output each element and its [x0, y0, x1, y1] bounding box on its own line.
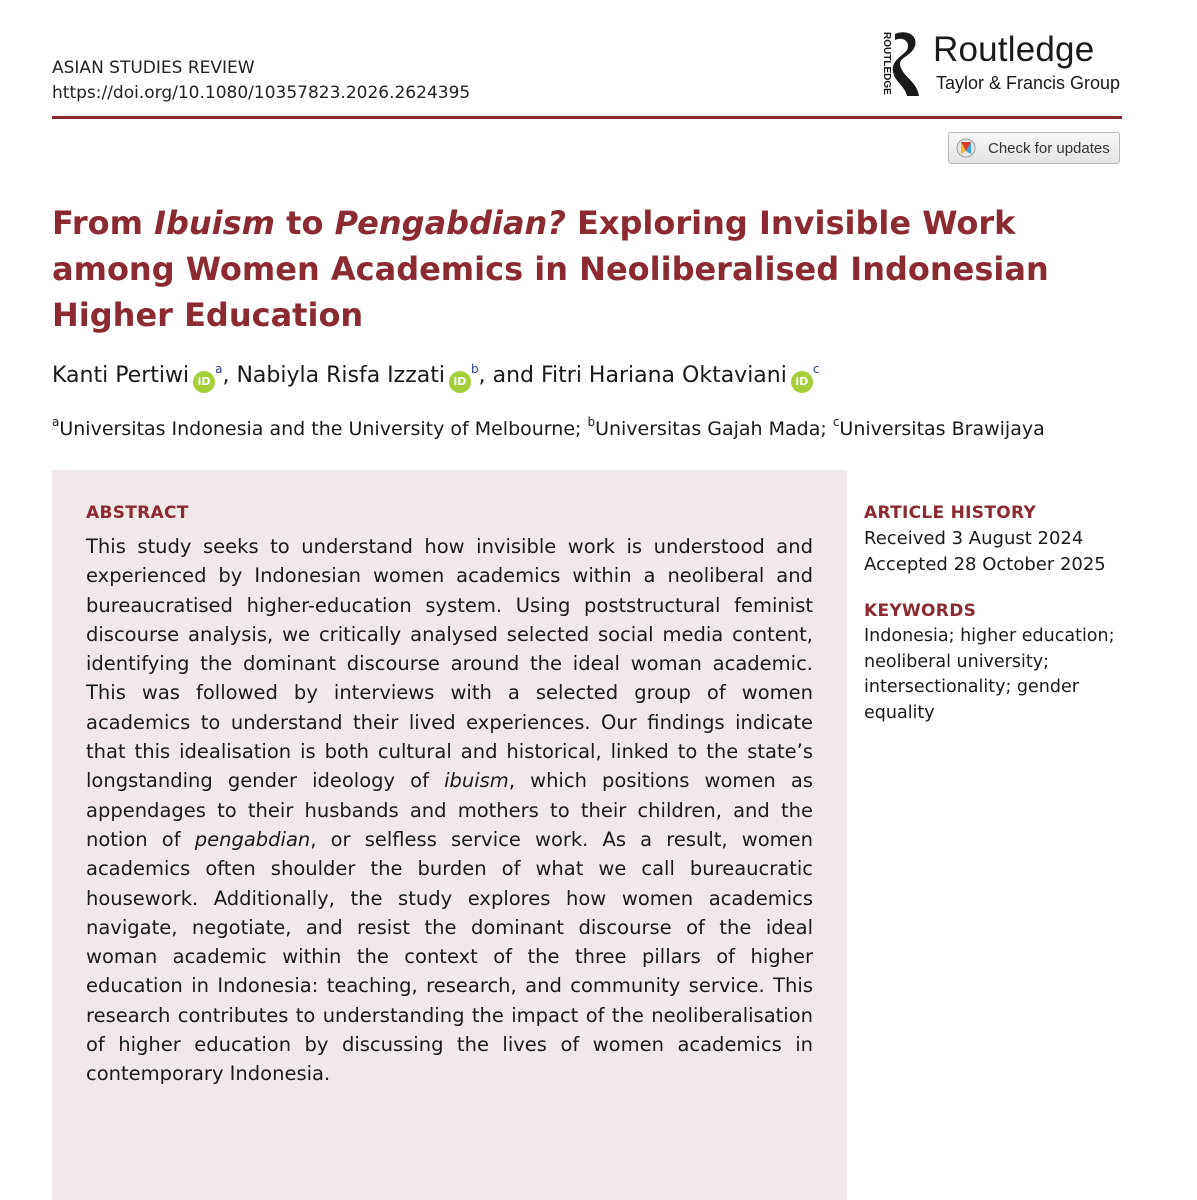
- publisher-group: Taylor & Francis Group: [936, 73, 1121, 93]
- abstract-text: This study seeks to understand how invisible work is understood and experienced by Indonesian women academics within a neoliberal and bureaucratised higher-education system. Using poststructural feminist discourse analysis, we critically analysed selected social media content, identifying the dominant discourse around the ideal woman academic. This was followed by interviews with a selected group of women academics to understand their lived experiences. Our findings indicate that this idealisation is both cultural and historical, linked to the state’s longstanding gender ideology of ibuism, which positions women as appendages to their husbands and mothers to their children, and the notion of pengabdian, or selfless service work. As a result, women academics often shoulder the burden of what we call bureaucratic housework. Additionally, the study explores how women academics navigate, negotiate, and resist the dominant discourse of the ideal woman academic within the context of the three pillars of higher education in Indonesia: teaching, research, and community service. This research contributes to understanding the impact of the neoliberalisation of higher education by discussing the lives of women academics in contemporary Indonesia.: [86, 535, 813, 1086]
- author-affiliation-marker: c: [812, 362, 820, 376]
- author-name[interactable]: Kanti Pertiwi: [52, 363, 190, 388]
- article-history: [864, 526, 1106, 578]
- received-date: Received 3 August 2024: [864, 528, 1084, 549]
- keywords-heading: KEYWORDS: [864, 601, 977, 621]
- affiliation-text: Universitas Indonesia and the University of Melbourne;: [59, 418, 588, 440]
- orcid-icon[interactable]: iD: [449, 371, 471, 393]
- affiliations: $^a$Universitas Indonesia and the University of Melbourne; $^b$Universitas Gajah Mada; $^c$Universitas Brawijaya: [52, 415, 1045, 440]
- orcid-icon[interactable]: iD: [193, 371, 215, 393]
- abstract-heading: ABSTRACT: [86, 503, 189, 523]
- article-history-heading: ARTICLE HISTORY: [864, 503, 1037, 523]
- author-name[interactable]: Nabiyla Risfa Izzati: [236, 363, 445, 388]
- author-affiliation-marker: b: [470, 362, 479, 376]
- author-affiliation-marker: a: [215, 362, 223, 376]
- publisher-logo: [873, 26, 1133, 102]
- article-title: From Ibuism to Pengabdian? Exploring Invisible Work among Women Academics in Neoliberalised Indonesian Higher Education: [52, 204, 1049, 334]
- routledge-vertical-text: [873, 30, 892, 96]
- publisher-name: Routledge: [933, 30, 1095, 69]
- header-divider: [52, 116, 1122, 119]
- accepted-date: Accepted 28 October 2025: [864, 554, 1106, 575]
- check-for-updates-label: Check for updates: [988, 140, 1110, 157]
- affiliation-text: Universitas Brawijaya: [839, 418, 1045, 440]
- check-for-updates-button[interactable]: [948, 132, 1120, 164]
- orcid-icon[interactable]: iD: [791, 371, 813, 393]
- author-list: Kanti Pertiwi $iD^a$, Nabiyla Risfa Izzati $iD^b$, and Fitri Hariana Oktaviani $iD^c$: [52, 360, 819, 393]
- journal-header: [52, 56, 470, 106]
- svg-text:ROUTLEDGE: ROUTLEDGE: [881, 32, 892, 95]
- affiliation-text: Universitas Gajah Mada;: [595, 418, 833, 440]
- doi-link[interactable]: https://doi.org/10.1080/10357823.2026.2624395: [52, 83, 471, 103]
- crossmark-icon: [956, 138, 976, 158]
- journal-name: ASIAN STUDIES REVIEW: [52, 58, 255, 78]
- routledge-mark-icon: [887, 28, 923, 98]
- keywords-list: Indonesia; higher education; neoliberal university; intersectionality; gender equality: [864, 626, 1115, 723]
- author-name[interactable]: Fitri Hariana Oktaviani: [540, 363, 787, 388]
